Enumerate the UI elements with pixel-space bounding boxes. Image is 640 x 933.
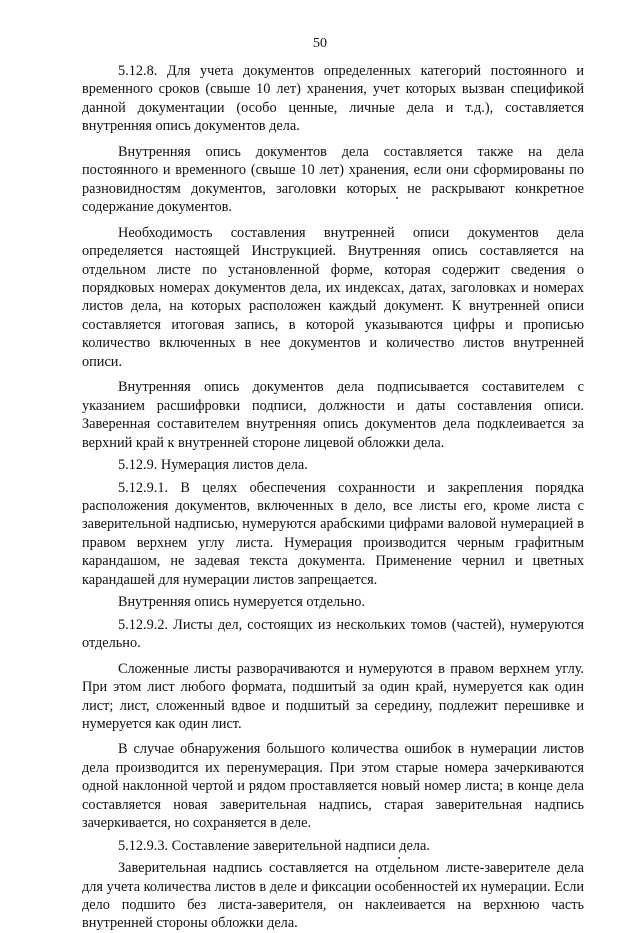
paragraph-5-12-9-1: 5.12.9.1. В целях обеспечения сохранности и закрепления порядка расположения документов, включенных в дело, все листы его, кроме листа с заверительной надписью, нумеруются арабскими цифрами валовой нумерацией в правом верхнем углу листа. Нумерация производится черным графитным карандашом, не задевая текста документа. Применение чернил и цветных карандашей для нумерации листов запрещается. — [82, 479, 584, 588]
page-number: 50 — [313, 36, 327, 51]
paragraph-5-12-9-2: 5.12.9.2. Листы дел, состоящих из нескольких томов (частей), нумеруются отдельно. — [82, 616, 584, 652]
paragraph-inventory-numbered: Внутренняя опись нумеруется отдельно. — [118, 594, 366, 611]
paragraph-folded-sheets: Сложенные листы разворачиваются и нумеруются в правом верхнем углу. При этом лист любого формата, подшитый за один край, нумеруется как один лист; лист, сложенный вдвое и подшитый за середину, подлежит перешивке и нумеруется как один лист. — [82, 660, 584, 732]
scan-speck — [398, 857, 400, 859]
paragraph-renumbering: В случае обнаружения большого количества ошибок в нумерации листов дела производится их перенумерация. При этом старые номера зачеркиваются одной наклонной чертой и рядом проставляется новый номер листа; в конце дела составляется новая заверительная надпись, старая заверительная надпись зачеркивается, но сохраняется в деле. — [82, 741, 584, 832]
paragraph-certification: Заверительная надпись составляется на отдельном листе-заверителе дела для учета количества листов в деле и фиксации особенностей их нумерации. Если дело подшито без листа-заверителя, он наклеивается на верхнюю часть внутренней стороны обложки дела. — [82, 860, 584, 932]
paragraph-necessity: Необходимость составления внутренней описи документов дела определяется настоящей Инструкцией. Внутренняя опись составляется на отдельном листе по установленной форме, которая содержит сведения о порядковых номерах документов дела, их индексах, датах, заголовках и номерах листов дела, на которых расположен каждый документ. К внутренней описи составляется итоговая запись, в которой указываются цифры и прописью количество включенных в нее документов и количество листов внутренней описи. — [82, 224, 584, 370]
scan-speck — [396, 197, 398, 199]
heading-5-12-9: 5.12.9. Нумерация листов дела. — [118, 457, 308, 474]
paragraph-internal-inventory-also: Внутренняя опись документов дела составляется также на дела постоянного и временного (свыше 10 лет) хранения, если они сформированы по разновидностям документов, заголовки которых не раскрывают конкретное содержание документов. — [82, 143, 584, 216]
document-body — [82, 62, 584, 933]
heading-5-12-9-3: 5.12.9.3. Составление заверительной надписи дела. — [118, 837, 430, 854]
paragraph-signing: Внутренняя опись документов дела подписывается составителем с указанием расшифровки подписи, должности и даты составления описи. Заверенная составителем внутренняя опись документов дела подклеивается за верхний край к внутренней стороне лицевой обложки дела. — [82, 379, 584, 451]
paragraph-5-12-8: 5.12.8. Для учета документов определенных категорий постоянного и временного сроков (свыше 10 лет) хранения, учет которых вызван спецификой данной документации (особо ценные, личные дела и т.д.), составляется внутренняя опись документов дела. — [82, 63, 584, 135]
